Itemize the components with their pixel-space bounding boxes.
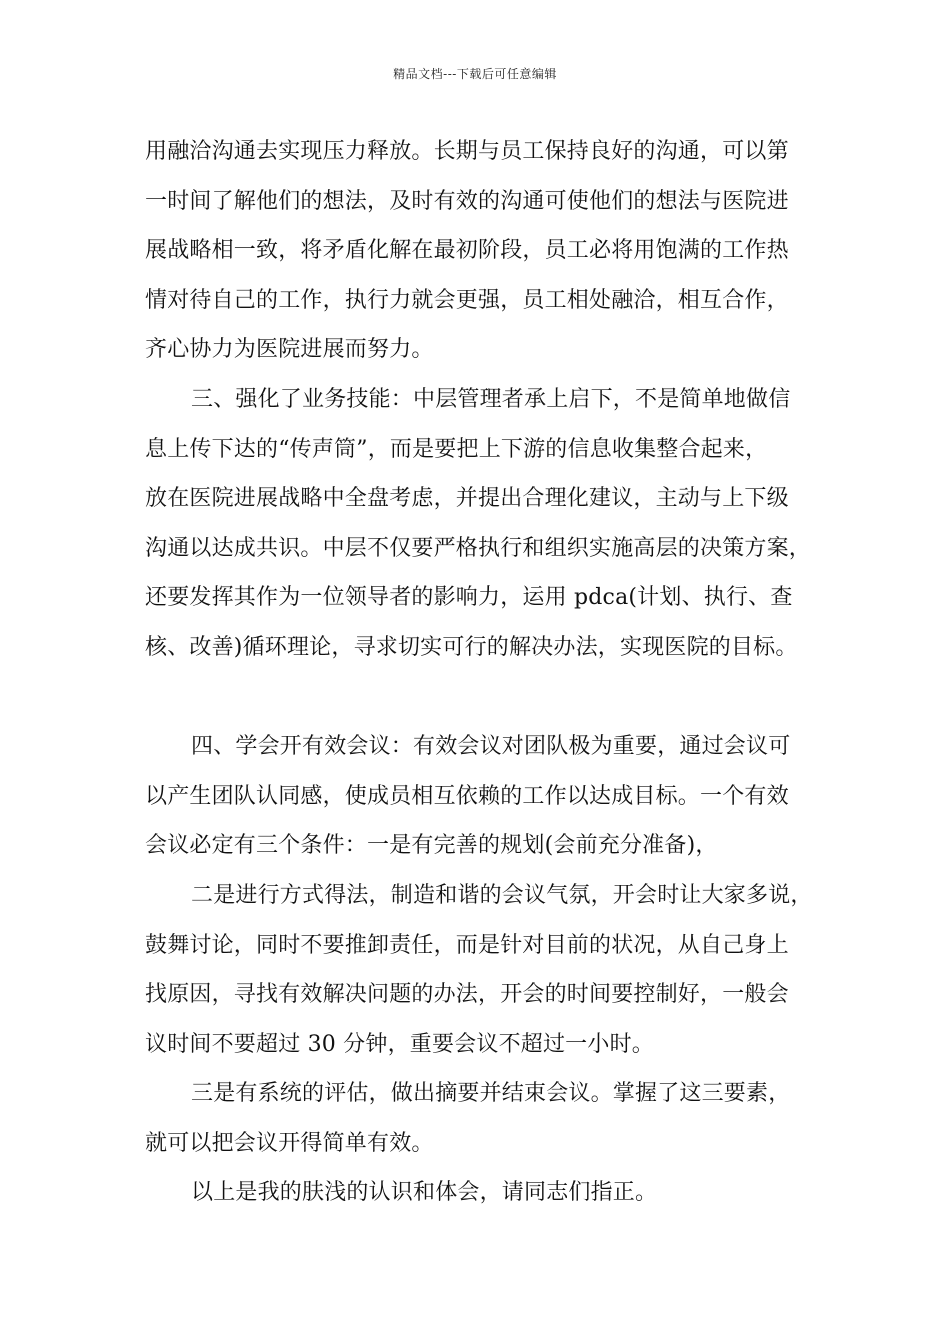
text-line: 核、改善)循环理论，寻求切实可行的解决办法，实现医院的目标。 xyxy=(145,634,798,660)
text-line: 二是进行方式得法，制造和谐的会议气氛，开会时让大家多说， xyxy=(191,882,813,908)
text-line: 以产生团队认同感，使成员相互依赖的工作以达成目标。一个有效 xyxy=(145,783,789,809)
text-line: 就可以把会议开得简单有效。 xyxy=(145,1130,434,1156)
page-header: 精品文档---下载后可任意编辑 xyxy=(393,67,557,81)
text-line: 四、学会开有效会议：有效会议对团队极为重要，通过会议可 xyxy=(191,734,791,760)
text-line: 以上是我的肤浅的认识和体会，请同志们指正。 xyxy=(191,1180,658,1206)
text-line: 找原因，寻找有效解决问题的办法，开会的时间要控制好，一般会 xyxy=(145,982,789,1008)
paragraph xyxy=(145,876,825,1074)
text-line: 三、强化了业务技能：中层管理者承上启下，不是简单地做信 xyxy=(191,386,791,412)
text-line: 息上传下达的“传声筒”，而是要把上下游的信息收集整合起来， xyxy=(145,436,768,462)
paragraph xyxy=(145,1173,825,1223)
paragraph xyxy=(145,727,825,876)
blank-line xyxy=(145,678,825,728)
text-line: 三是有系统的评估，做出摘要并结束会议。掌握了这三要素， xyxy=(191,1081,791,1107)
document-body xyxy=(145,132,825,1223)
text-line: 还要发挥其作为一位领导者的影响力，运用 pdca(计划、执行、查 xyxy=(145,585,793,611)
paragraph xyxy=(145,380,825,678)
text-line: 鼓舞讨论，同时不要推卸责任，而是针对目前的状况，从自己身上 xyxy=(145,932,789,958)
text-line: 一时间了解他们的想法，及时有效的沟通可使他们的想法与医院进 xyxy=(145,188,789,214)
text-line: 沟通以达成共识。中层不仅要严格执行和组织实施高层的决策方案， xyxy=(145,535,812,561)
paragraph xyxy=(145,1074,825,1173)
text-line: 用融洽沟通去实现压力释放。长期与员工保持良好的沟通，可以第 xyxy=(145,139,789,164)
text-line: 议时间不要超过 30 分钟，重要会议不超过一小时。 xyxy=(145,1031,654,1057)
text-line: 放在医院进展战略中全盘考虑，并提出合理化建议，主动与上下级 xyxy=(145,486,789,512)
paragraph xyxy=(145,132,825,380)
text-line: 情对待自己的工作，执行力就会更强，员工相处融洽，相互合作， xyxy=(145,287,789,313)
text-line: 会议必定有三个条件：一是有完善的规划(会前充分准备)， xyxy=(145,833,718,859)
text-line: 齐心协力为医院进展而努力。 xyxy=(145,337,434,363)
text-line: 展战略相一致，将矛盾化解在最初阶段，员工必将用饱满的工作热 xyxy=(145,238,789,264)
